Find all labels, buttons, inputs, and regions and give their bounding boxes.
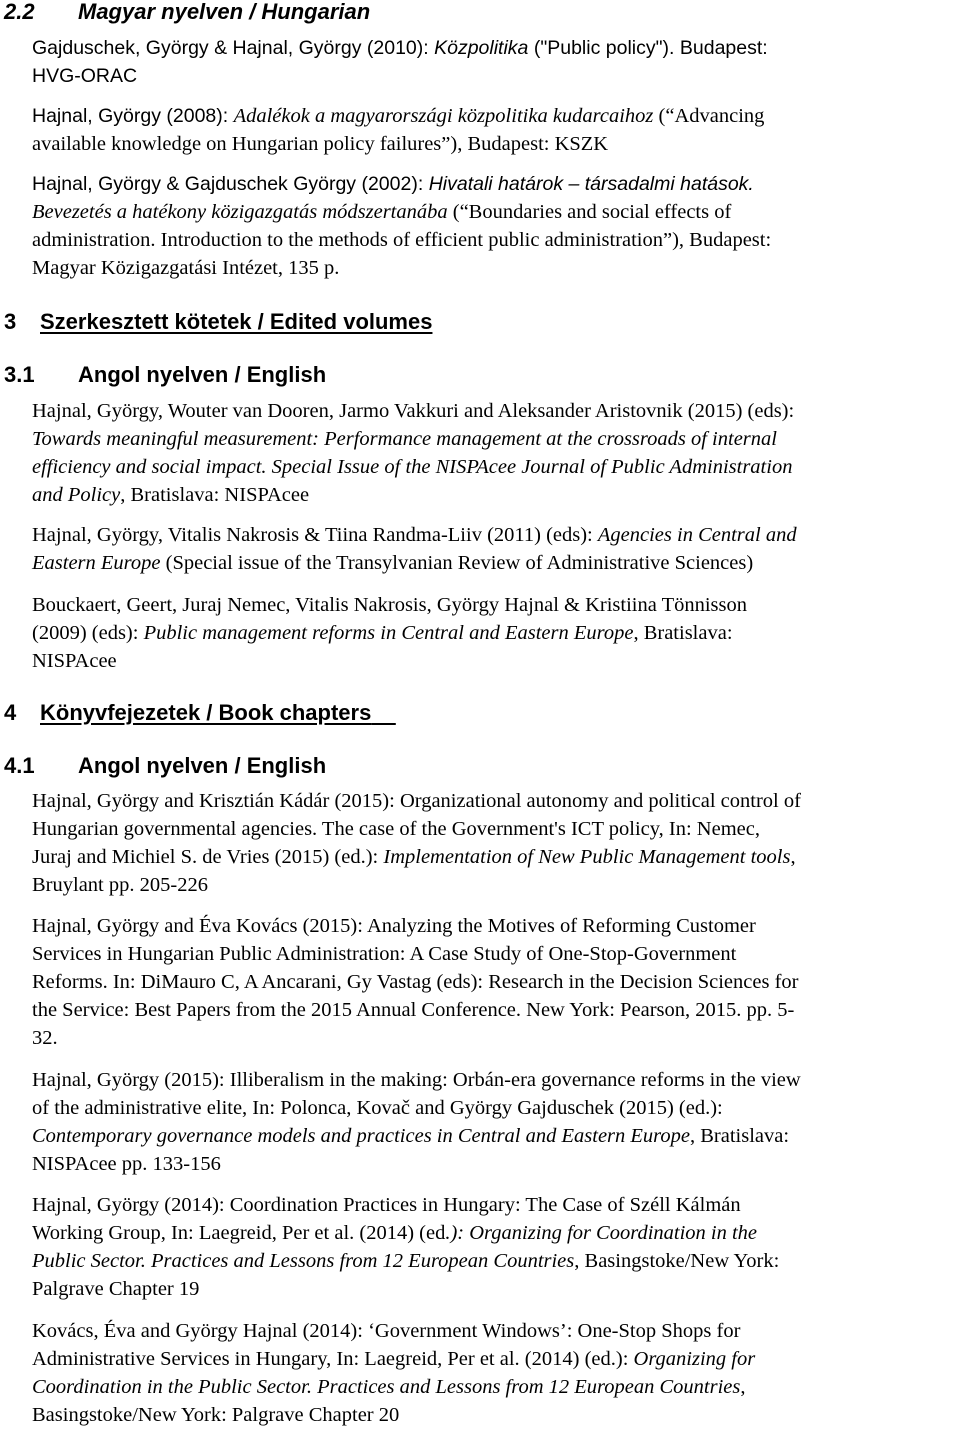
text-line: Hajnal, György and Krisztián Kádár (2015): Organizational autonomy and political control of <box>32 790 801 812</box>
text-line: Kovács, Éva and György Hajnal (2014): ‘Government Windows’: One-Stop Shops for <box>32 1320 741 1342</box>
section-title: Angol nyelven / English <box>78 362 327 387</box>
section-number: 4.1 <box>4 753 35 778</box>
author-text: Administrative Services in Hungary, In: Laegreid, Per et al. (2014) (ed.): <box>32 1348 634 1370</box>
reference-entry <box>32 591 960 675</box>
text-line: Palgrave Chapter 19 <box>32 1278 200 1300</box>
text-line: HVG-ORAC <box>32 65 138 87</box>
section-number: 4 <box>4 700 17 725</box>
author-text: Hajnal, György, Vitalis Nakrosis & Tiina Randma-Liiv (2011) (eds): <box>32 524 598 546</box>
text-line <box>32 843 960 871</box>
text-span: , <box>740 1376 746 1398</box>
reference-entry <box>32 1191 960 1303</box>
text-line <box>32 481 960 509</box>
title-text: Agencies in Central and <box>597 524 797 546</box>
title-text: .): Organizing for Coordination in the <box>445 1222 758 1244</box>
text-line: Magyar Közigazgatási Intézet, 135 p. <box>32 257 340 279</box>
title-text: Organizing for <box>633 1348 756 1370</box>
reference-entry <box>32 397 960 509</box>
text-line: the Service: Best Papers from the 2015 Annual Conference. New York: Pearson, 2015. pp. 5- <box>32 999 795 1021</box>
text-line: Hajnal, György (2015): Illiberalism in the making: Orbán-era governance reforms in the view <box>32 1069 801 1091</box>
author-text: Juraj and Michiel S. de Vries (2015) (ed.): <box>32 846 384 868</box>
title-text: and Policy <box>32 484 121 506</box>
text-line: NISPAcee pp. 133-156 <box>32 1153 221 1175</box>
text-line: 32. <box>32 1027 58 1049</box>
text-line <box>32 1373 960 1401</box>
title-text: Public Sector. Practices and Lessons from 12 European Countries <box>32 1250 575 1272</box>
reference-entry <box>32 1066 960 1178</box>
text-line: Bouckaert, Geert, Juraj Nemec, Vitalis Nakrosis, György Hajnal & Kristiina Tönnisson <box>32 594 747 616</box>
text-span: , Bratislava: NISPAcee <box>120 484 310 506</box>
text-line <box>32 619 960 647</box>
text-line <box>32 1345 960 1373</box>
text-line <box>32 1122 960 1150</box>
title-text: Bevezetés a hatékony közigazgatás módszertanába <box>32 201 448 223</box>
text-line: Hajnal, György, Wouter van Dooren, Jarmo Vakkuri and Aleksander Aristovnik (2015) (eds): <box>32 400 795 422</box>
section-title: Szerkesztett kötetek / Edited volumes <box>40 309 433 334</box>
text-line: Hungarian governmental agencies. The case of the Government's ICT policy, In: Nemec, <box>32 818 760 840</box>
title-text: Közpolitika <box>434 37 529 59</box>
title-text: Eastern Europe <box>32 552 161 574</box>
author-text: Hajnal, György & Gajduschek György (2002): <box>32 173 429 195</box>
reference-entry <box>32 34 960 90</box>
reference-entry <box>32 102 960 158</box>
text-line <box>32 521 960 549</box>
section-number: 3.1 <box>4 362 35 387</box>
title-text: Hivatali határok – társadalmi hatások. <box>428 173 754 195</box>
author-text: Working Group, In: Laegreid, Per et al. (2014) (ed <box>32 1222 446 1244</box>
text-line: Basingstoke/New York: Palgrave Chapter 20 <box>32 1404 400 1426</box>
author-text: Gajduschek, György & Hajnal, György (2010): <box>32 37 435 59</box>
author-text: (2009) (eds): <box>32 622 144 644</box>
title-text: Contemporary governance models and practices in Central and Eastern Europe <box>32 1125 690 1147</box>
author-text: Hajnal, György (2008): <box>32 105 234 127</box>
text-span: , Bratislava: <box>690 1125 790 1147</box>
section-heading-4 <box>4 700 396 726</box>
reference-entry <box>32 521 960 577</box>
title-text: Implementation of New Public Management tools <box>383 846 791 868</box>
text-line <box>32 1219 960 1247</box>
text-span: (Special issue of the Transylvanian Review of Administrative Sciences) <box>160 552 754 574</box>
text-span: , <box>790 846 796 868</box>
heading-underline-tail <box>371 700 395 725</box>
text-line: Hajnal, György and Éva Kovács (2015): Analyzing the Motives of Reforming Customer <box>32 915 756 937</box>
text-line: Bruylant pp. 205-226 <box>32 874 208 896</box>
text-line: NISPAcee <box>32 650 117 672</box>
section-title: Angol nyelven / English <box>78 753 327 778</box>
title-text: Public management reforms in Central and Eastern Europe <box>143 622 634 644</box>
title-text: Adalékok a magyarországi közpolitika kudarcaihoz <box>233 105 654 127</box>
title-text: efficiency and social impact. Special Issue of the NISPAcee Journal of Public Administration <box>32 456 793 478</box>
text-span: (“Boundaries and social effects of <box>447 201 732 223</box>
text-line <box>32 102 960 130</box>
reference-entry <box>32 170 960 282</box>
text-line <box>32 34 960 62</box>
title-text: Coordination in the Public Sector. Practices and Lessons from 12 European Countries <box>32 1376 741 1398</box>
section-title: Magyar nyelven / Hungarian <box>78 0 371 24</box>
text-line: administration. Introduction to the methods of efficient public administration”), Budapest: <box>32 229 772 251</box>
text-line: of the administrative elite, In: Polonca, Kovač and György Gajduschek (2015) (ed.): <box>32 1097 723 1119</box>
text-line: Hajnal, György (2014): Coordination Practices in Hungary: The Case of Széll Kálmán <box>32 1194 741 1216</box>
text-line <box>32 549 960 577</box>
text-span: , Basingstoke/New York: <box>574 1250 780 1272</box>
reference-entry <box>32 1317 960 1429</box>
section-heading-3-1 <box>4 362 326 388</box>
section-heading-3 <box>4 309 432 335</box>
section-heading-2-2 <box>4 0 370 25</box>
text-line: Services in Hungarian Public Administration: A Case Study of One-Stop-Government <box>32 943 737 965</box>
text-span: , Bratislava: <box>633 622 733 644</box>
section-number: 2.2 <box>4 0 35 24</box>
section-number: 3 <box>4 309 17 334</box>
text-span: ("Public policy"). Budapest: <box>528 37 768 59</box>
reference-entry <box>32 787 960 899</box>
text-line <box>32 1247 960 1275</box>
section-title: Könyvfejezetek / Book chapters <box>40 700 372 725</box>
text-span: (“Advancing <box>653 105 765 127</box>
reference-entry <box>32 912 960 1052</box>
text-line <box>32 170 960 198</box>
text-line <box>32 198 960 226</box>
text-line: available knowledge on Hungarian policy failures”), Budapest: KSZK <box>32 133 609 155</box>
text-line: Reforms. In: DiMauro C, A Ancarani, Gy Vastag (eds): Research in the Decision Sciences for <box>32 971 799 993</box>
title-text: Towards meaningful measurement: Performance management at the crossroads of internal <box>32 428 777 450</box>
section-heading-4-1 <box>4 753 326 779</box>
